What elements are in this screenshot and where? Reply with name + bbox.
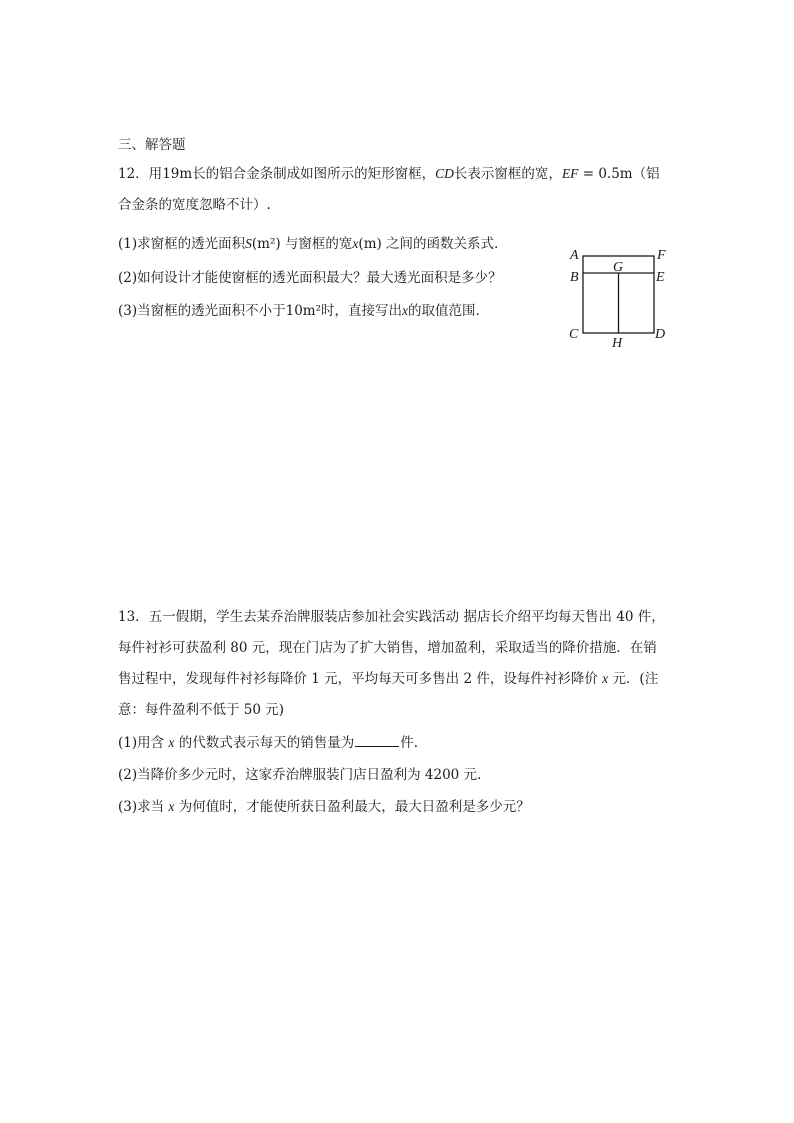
q13-p1-text: 的代数式表示每天的销售量为 [178, 735, 355, 751]
q13-line-3 [118, 670, 658, 688]
q12-p1-s: S [245, 236, 252, 251]
q12-cd: CD [435, 166, 454, 181]
section-heading: 三、解答题 [118, 137, 186, 153]
q12-part-1 [118, 235, 498, 253]
q13-p1-text: 件. [400, 735, 419, 751]
q12-p1-text: (1)求窗框的透光面积 [118, 236, 246, 252]
q12-text: 长表示窗框的宽， [453, 166, 562, 182]
label-B: B [570, 270, 579, 285]
q12-text: = 0.5m（铝 [578, 166, 660, 182]
q13-x: x [602, 671, 609, 686]
q12-p3-value: 10m² [285, 303, 322, 319]
q13-p1-text: (1)用含 [118, 735, 165, 751]
label-D: D [655, 327, 666, 342]
q12-line-1 [118, 165, 660, 183]
label-C: C [569, 327, 579, 342]
q12-p3-text: (3)当窗框的透光面积不小于 [118, 303, 286, 319]
q13-part-1 [118, 734, 418, 752]
q12-part-3 [118, 302, 480, 320]
label-H: H [612, 336, 623, 351]
q12-p1-x: x [352, 236, 359, 251]
q12-p3-text: 的取值范围. [408, 303, 480, 319]
q13-text: 售过程中，发现每件衬衫每降价 1 元，平均每天可多售出 2 件，设每件衬衫降价 [118, 671, 598, 687]
q12-length: 19m [162, 166, 193, 182]
q13-p3-text: 为何值时，才能使所获日盈利最大，最大日盈利是多少元？ [178, 799, 530, 815]
q12-ef: EF [561, 166, 579, 181]
q13-text: 元．(注 [612, 671, 659, 687]
q13-part-2: (2)当降价多少元时，这家乔治牌服装门店日盈利为 4200 元. [118, 767, 482, 783]
q13-line-2: 每件衬衫可获盈利 80 元，现在门店为了扩大销售，增加盈利，采取适当的降价措施．在销 [118, 640, 657, 656]
q13-p3-text: (3)求当 [118, 799, 165, 815]
q12-line-2: 合金条的宽度忽略不计）. [118, 197, 271, 213]
q13-part-3 [118, 798, 530, 816]
label-F: F [657, 248, 666, 263]
q13-p1-x: x [168, 735, 175, 750]
q12-p3-text: 时，直接写出 [321, 303, 403, 319]
q12-p3-x: x [402, 303, 409, 318]
label-E: E [656, 270, 665, 285]
q13-line-4: 意：每件盈利不低于 50 元) [118, 702, 285, 718]
q12-part-2: (2)如何设计才能使窗框的透光面积最大？最大透光面积是多少？ [118, 270, 502, 286]
label-A: A [570, 248, 579, 263]
answer-blank[interactable] [355, 734, 399, 747]
q12-text: 长的铝合金条制成如图所示的矩形窗框， [192, 166, 436, 182]
label-G: G [613, 260, 624, 275]
window-frame-figure [560, 244, 680, 352]
q12-text: 12．用 [118, 166, 163, 182]
q12-p1-text: (m) 之间的函数关系式. [358, 236, 499, 252]
q13-p3-x: x [168, 799, 175, 814]
q12-p1-text: (m²) 与窗框的宽 [251, 236, 353, 252]
q13-line-1: 13．五一假期，学生去某乔治牌服装店参加社会实践活动 据店长介绍平均每天售出 40 件， [118, 609, 665, 625]
